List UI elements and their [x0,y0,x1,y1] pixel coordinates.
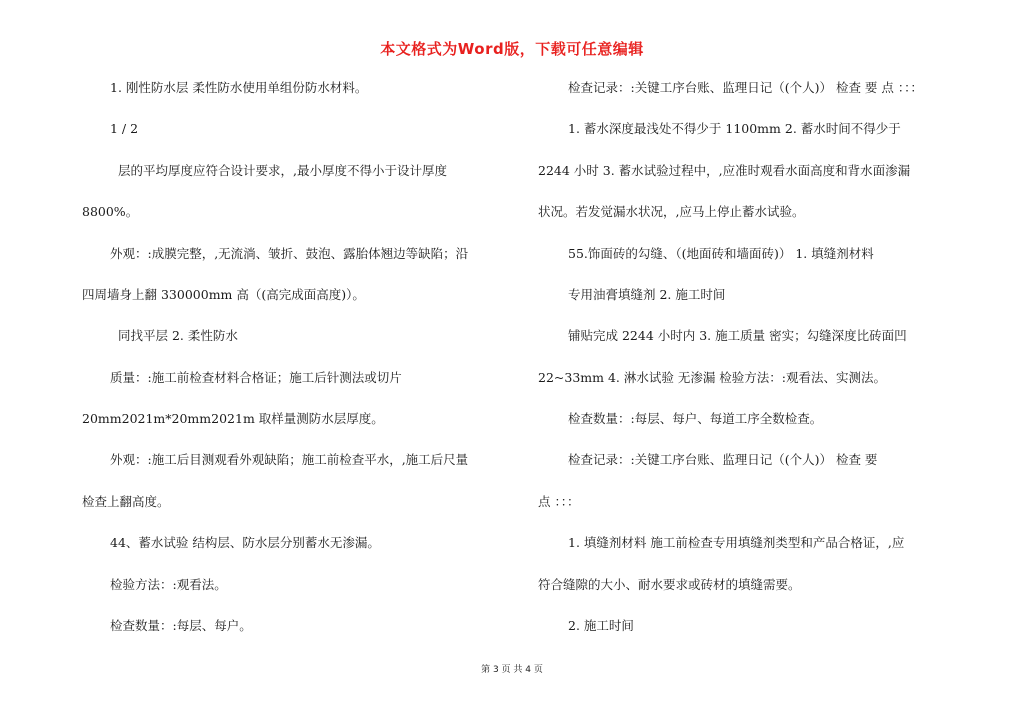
paragraph-line: 铺贴完成 2244 小时内 3. 施工质量 密实；勾缝深度比砖面凹 [568,328,907,343]
paragraph-line: 外观：:成膜完整，,无流淌、皱折、鼓泡、露胎体翘边等缺陷；沿 [110,246,469,261]
paragraph-line: 2. 施工时间 [568,618,634,633]
paragraph-line: 1. 刚性防水层 柔性防水使用单组份防水材料。 [110,80,368,95]
paragraph-line: 8800%。 [82,204,139,219]
page-number-footer: 第 3 页 共 4 页 [481,665,543,675]
paragraph-line: 检验方法：:观看法。 [110,577,227,592]
paragraph-line: 20mm2021m*20mm2021m 取样量测防水层厚度。 [82,411,384,426]
paragraph-line: 55.饰面砖的勾缝、（(地面砖和墙面砖)） 1. 填缝剂材料 [568,246,874,261]
paragraph-line: 点 ：：： [538,494,580,509]
paragraph-line: 同找平层 2. 柔性防水 [118,328,238,343]
paragraph-line: 检查记录：:关键工序台账、监理日记（(个人)） 检查 要 点 ：：： [568,80,923,95]
paragraph-line: 44、蓄水试验 结构层、防水层分别蓄水无渗漏。 [110,535,380,550]
paragraph-line: 检查记录：:关键工序台账、监理日记（(个人)） 检查 要 [568,452,878,467]
paragraph-line: 符合缝隙的大小、耐水要求或砖材的填缝需要。 [538,577,801,592]
paragraph-line: 层的平均厚度应符合设计要求，,最小厚度不得小于设计厚度 [118,163,447,178]
paragraph-line: 检查数量：:每层、每户。 [110,618,252,633]
paragraph-line: 22~33mm 4. 淋水试验 无渗漏 检验方法：:观看法、实测法。 [538,370,887,385]
paragraph-line: 专用油膏填缝剂 2. 施工时间 [568,287,726,302]
paragraph-line: 四周墙身上翻 330000mm 高（(高完成面高度)）。 [82,287,365,302]
paragraph-line: 外观：:施工后目测观看外观缺陷；施工前检查平水，,施工后尺量 [110,452,469,467]
paragraph-line: 1. 填缝剂材料 施工前检查专用填缝剂类型和产品合格证，,应 [568,535,905,550]
paragraph-line: 1. 蓄水深度最浅处不得少于 1100mm 2. 蓄水时间不得少于 [568,121,901,136]
paragraph-line: 质量：:施工前检查材料合格证；施工后针测法或切片 [110,370,402,385]
paragraph-line: 2244 小时 3. 蓄水试验过程中，,应准时观看水面高度和背水面渗漏 [538,163,911,178]
paragraph-line: 检查上翻高度。 [82,494,170,509]
word-format-banner: 本文格式为Word版，下载可任意编辑 [380,40,644,58]
paragraph-line: 检查数量：:每层、每户、每道工序全数检查。 [568,411,823,426]
paragraph-line: 状况。若发觉漏水状况，,应马上停止蓄水试验。 [538,204,805,219]
paragraph-line: 1 / 2 [110,121,139,136]
